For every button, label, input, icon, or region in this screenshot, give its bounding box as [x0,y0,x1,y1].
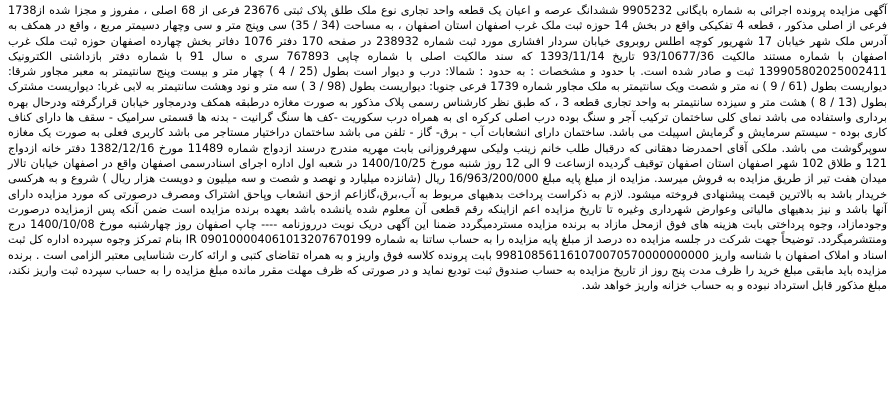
notice-paragraph: آگهی مزایده پرونده اجرائی به شماره بایگانی 9905232 ششدانگ عرصه و اعیان یک قطعه واحد تجاری نوع ملک طلق پلاک ثبتی 23676 فرعی از 68 اصلی ، مفروز و مجزا شده از1738 فرعی از اصلی مذکور ، قطعه 4 تفکیکی واقع در بخش 14 حوزه ثبت ملک غرب اصفهان استان اصفهان ، به مساحت (34 / 35) سی وپنج متر و سی وچهار دسیمتر مربع ، واقع در همکف به آدرس ملک شهر خیابان 17 شهریور کوچه اطلس روبروی خیابان سردار افشاری مورد ثبت شماره 238932 در صفحه 170 دفتر 1076 دفاتر بخش چهارده اصفهان حوزه ثبت ملک غرب اصفهان با شماره مستند مالکیت 93/10677/36 تاریخ 1393/11/14 که سند مالکیت اصلی با شماره چاپی 767893 سری ه سال 91 با شماره دفتر بازداشتی الکترونیک 139905802025002411 ثبت و صادر شده است. با حدود و مشخصات : به حدود : شمالا: درب و دیوار است بطول (25 / 4 ) چهار متر و بیست وپنج سانتیمتر به معبر مجاور شرقا: دیواریست بطول (61 / 9 ) نه متر و شصت ویک سانتیمتر به ملک مجاور شماره 1739 فرعی جنوبا: دیواریست بطول (98 / 3 ) سه متر و نود وهشت سانتیمتر به لابی غربا: دیواریست مشترک بطول (13 / 8 ) هشت متر و سیزده سانتیمتر به واحد تجاری قطعه 3 ، که طبق نظر کارشناس رسمی پلاک مذکور به صورت مغازه درطبقه همکف ودرمجاور خیابان قرارگرفته ودرحال بهره برداری واستفاده می باشد نمای کلی ساختمان ترکیب آجر و سنگ بوده درب اصلی کرکره ای به همراه درب سکوریت -کف ها سنگ گرانیت - بدنه ها قسمتی سرامیک - سقف ها دارای کناف کاری بوده - سیستم سرمایش و گرمایش اسپیلت می باشد. ساختمان دارای انشعابات آب - برق- گاز - تلفن می باشد ساختمان دراختیار مستاجر می باشد کاربری فعلی به صورت یک مغازه سوپرگوشت می باشد. ملکی آقای احمدرضا دهقانی که درقبال طلب خانم زینب ولیکی سهرفروزانی بابت مهریه مندرج درسند ازدواج شماره 11489 مورخ 1382/12/16 دفتر خانه ازدواج 121 و طلاق 102 شهر اصفهان استان اصفهان توقیف گردیده ازساعت 9 الی 12 روز شنبه مورخ 1400/10/25 در شعبه اول اداره اجرای اسنادرسمی اصفهان واقع در اصفهان خیابان تالار میدان هفت تیر از طریق مزایده به فروش میرسد. مزایده از مبلغ پایه مبلغ 16/963/200/000 ریال (شانزده میلیارد و نهصد و شصت و سه میلیون و دویست هزار ریال ) شروع و به هرکسی خریدار باشد به بالاترین قیمت پیشنهادی فروخته میشود. لازم به ذکراست پرداخت بدهیهای مربوط به آب،برق،گازاعم ازحق انشعاب وپاحق اشتراک ومصرف درصورتی که مورد مزایده دارای آنها باشد و نیز بدهیهای مالیاتی وعوارض شهرداری وغیره تا تاریخ مزایده اعم ازاینکه رقم قطعی آن معلوم شده یانشده باشد بعهده برنده مزایده است ضمن آنکه پس ازمزایده درصورت وجودمازاد، وجوه پرداختی بابت هزینه های فوق ازمحل مازاد به برنده مزایده مستردمیگردد ضمنا این آگهی دریک نوبت درروزنامه ---- چاپ اصفهان روز چهارشنبه مورخ 1400/10/08 درج ومنتشرمیگردد. توضیحاً جهت شرکت در جلسه مزایده ده درصد از مبلغ پایه مزایده را به حساب ساتنا به شماره IR 090100004061013207670199 بنام تمرکز وجوه سپرده اداره کل ثبت اسناد و املاک اصفهان با شناسه واریز 998108561161070070570000000000 بابت پرونده کلاسه فوق واریز و به همراه تقاضای کتبی و ارائه کارت شناسایی معتبر الزامی است . برنده مزایده باید مابقی مبلغ خرید را ظرف مدت پنج روز از تاریخ مزایده به حساب صندوق ثبت تودیع نماید و در صورتی که ظرف مهلت مقرر مانده مبلغ مزایده را به حساب سپرده ثبت واریز نکند، مبلغ مذکور قابل استرداد نبوده و به حساب خزانه واریز خواهد شد. [8,4,888,293]
